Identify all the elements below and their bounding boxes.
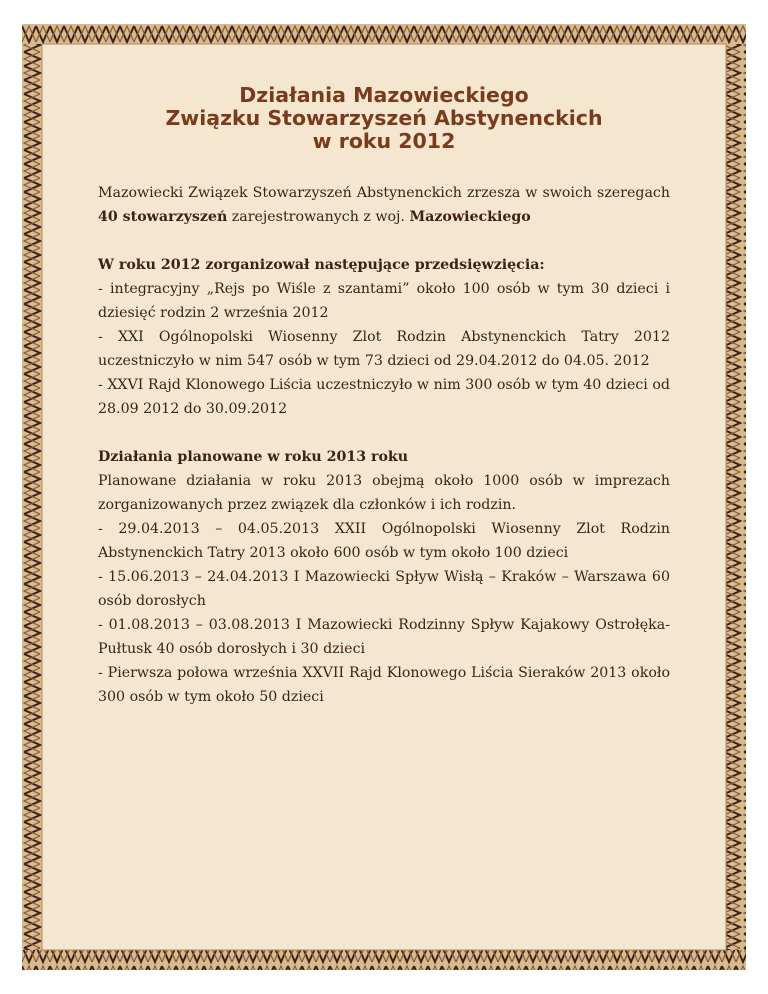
list-item: - XXI Ogólnopolski Wiosenny Zlot Rodzin Abstynenckich Tatry 2012 uczestniczyło w nim 547 osób w tym 73 dzieci od 29.04.2012 do 04.05. 2012 <box>98 329 670 369</box>
list-item: - Pierwsza połowa września XXVII Rajd Klonowego Liścia Sieraków 2013 około 300 osób w tym około 50 dzieci <box>98 665 670 705</box>
list-item: - 15.06.2013 – 24.04.2013 I Mazowiecki Spływ Wisłą – Kraków – Warszawa 60 osób dorosłych <box>98 569 670 609</box>
list-item: - 29.04.2013 – 04.05.2013 XXII Ogólnopolski Wiosenny Zlot Rodzin Abstynenckich Tatry 2013 około 600 osób w tym około 100 dzieci <box>98 521 670 561</box>
title-line: Związku Stowarzyszeń Abstynenckich <box>165 106 603 130</box>
section-2013-intro: Planowane działania w roku 2013 obejmą około 1000 osób w imprezach zorganizowanych przez związek dla członków i ich rodzin. <box>98 473 670 513</box>
list-item: - XXVI Rajd Klonowego Liścia uczestniczyło w nim 300 osób w tym 40 dzieci od 28.09 2012 do 30.09.2012 <box>98 377 670 417</box>
section-2012-heading: W roku 2012 zorganizował następujące przedsięwzięcia: <box>98 257 545 273</box>
document-page <box>22 24 746 970</box>
intro-text: Mazowiecki Związek Stowarzyszeń Abstynenckich zrzesza w swoich szeregach <box>98 185 670 201</box>
intro-paragraph <box>98 181 670 229</box>
intro-bold-region: Mazowieckiego <box>409 209 531 225</box>
section-2013-heading: Działania planowane w roku 2013 roku <box>98 449 409 465</box>
list-item: - integracyjny „Rejs po Wiśle z szantami” około 100 osób w tym 30 dzieci i dziesięć rodzin 2 września 2012 <box>98 281 670 321</box>
list-item: - 01.08.2013 – 03.08.2013 I Mazowiecki Rodzinny Spływ Kajakowy Ostrołęka- Pułtusk 40 osób dorosłych i 30 dzieci <box>98 617 670 657</box>
intro-text: zarejestrowanych z woj. <box>227 209 410 225</box>
intro-bold-count: 40 stowarzyszeń <box>98 209 228 225</box>
title-line: Działania Mazowieckiego <box>239 83 529 107</box>
page-title <box>98 84 670 153</box>
title-line: w roku 2012 <box>312 129 456 153</box>
document-content <box>98 84 670 709</box>
